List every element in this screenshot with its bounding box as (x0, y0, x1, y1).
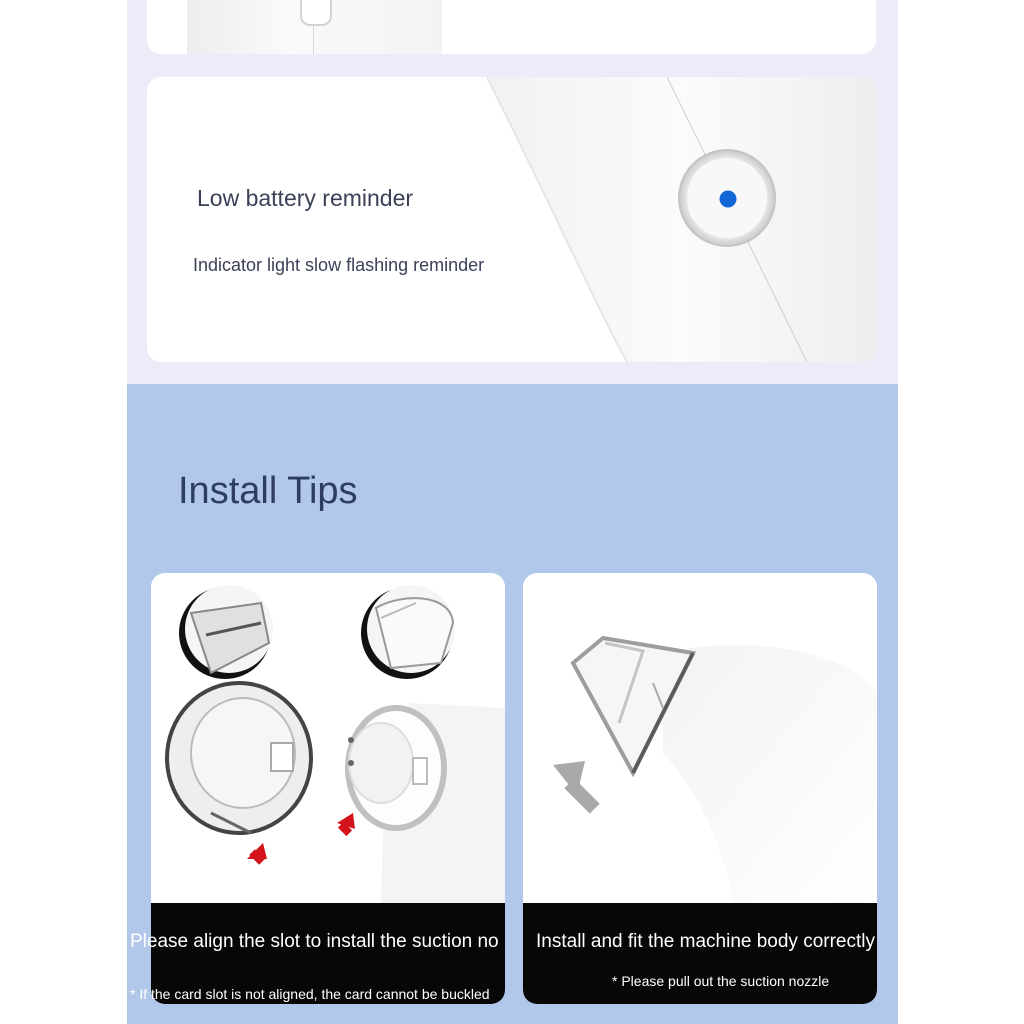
tip-2-caption: Install and fit the machine body correctly (536, 931, 876, 952)
battery-reminder-description: Indicator light slow flashing reminder (193, 255, 485, 275)
tip-1-note: * If the card slot is not aligned, the card cannot be buckled (130, 986, 490, 1002)
seam-line (313, 24, 314, 54)
nozzle-alignment-image (151, 573, 505, 903)
tip-1-caption: Please align the slot to install the suction no (130, 931, 499, 952)
power-button-image (300, 0, 332, 26)
device-with-indicator-image (147, 77, 876, 362)
tip-2-note: * Please pull out the suction nozzle (612, 973, 830, 989)
feature-section (127, 0, 898, 384)
install-tips-title: Install Tips (178, 470, 358, 512)
battery-reminder-card (147, 77, 876, 362)
product-page (127, 0, 898, 1024)
battery-reminder-title: Low battery reminder (197, 185, 414, 211)
device-card-partial (147, 0, 876, 54)
body-fitting-image (523, 573, 877, 903)
